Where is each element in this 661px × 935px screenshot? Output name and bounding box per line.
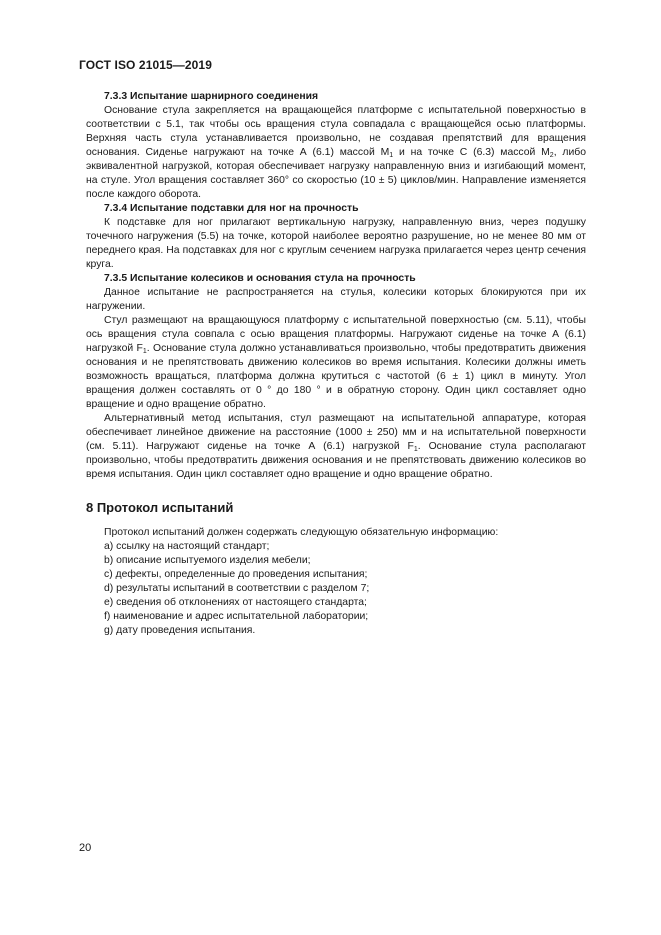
paragraph-7-3-5-alternative (86, 412, 586, 482)
list-item: b) описание испытуемого изделия мебели; (104, 555, 311, 566)
text-run: . Основание стула располагают произвольно, чтобы предотвратить движения основания и не препятствовать движению колесиков во время испытания. Один цикл составляет одно вращение и одно вращение обратно. (86, 441, 586, 480)
text-run: и на точке С (6.3) массой M (393, 147, 550, 158)
protocol-list (86, 526, 586, 638)
text-run: Основание стула закрепляется на вращающейся платформе с испытательной поверхностью в соответствии с 5.1, так чтобы ось вращения стула совпадала с вращающейся осью платформы. Верхняя часть стула устанавливается произвольно, не создавая препятствий для вращения основания. Сиденье нагружают на точке А (6.1) массой M (86, 105, 586, 158)
subscript: 1 (142, 348, 147, 355)
text-run: Альтернативный метод испытания, стул размещают на испытательной аппаратуре, которая обеспечивает линейное движение на расстояние (1000 ± 250) мм и на испытательной поверхности (см. 5.11). Нагружают сиденье на точке А (6.1) нагрузкой F (86, 413, 586, 452)
list-item: f) наименование и адрес испытательной лаборатории; (104, 611, 369, 622)
subscript: 1 (389, 152, 394, 159)
document-body (86, 90, 586, 638)
list-item: g) дату проведения испытания. (104, 625, 256, 636)
paragraph-7-3-5-scope: Данное испытание не распространяется на стулья, колесики которых блокируются при их нагружении. (86, 287, 586, 312)
list-item: e) сведения об отклонениях от настоящего стандарта; (104, 597, 367, 608)
subscript: 1 (413, 446, 418, 453)
paragraph-7-3-3 (86, 104, 586, 202)
subscript: 2 (549, 152, 554, 159)
subsection-heading-7-3-4: 7.3.4 Испытание подставки для ног на прочность (104, 203, 359, 214)
document-code-header: ГОСТ ISO 21015—2019 (79, 58, 212, 72)
text-run: , либо эквивалентной нагрузкой, которая обеспечивает нагрузку направленную вниз и изгибающий момент, на стуле. Угол вращения составляет 360° со скоростью (10 ± 5) циклов/мин. Направление изменяется после каждого оборота. (86, 147, 587, 200)
paragraph-7-3-4: К подставке для ног прилагают вертикальную нагрузку, направленную вниз, через подушку точечного нагружения (5.5) на точке, которой наиболее вероятно разрушение, но не менее 80 мм от переднего края. На подставках для ног с круглым сечением нагрузка прилагается через центр сечения круга. (86, 217, 586, 270)
list-item: c) дефекты, определенные до проведения испытания; (104, 569, 368, 580)
paragraph-7-3-5-method (86, 314, 586, 412)
page-number: 20 (79, 842, 92, 854)
section-title-8: 8 Протокол испытаний (86, 500, 234, 515)
text-run: Стул размещают на вращающуюся платформу с испытательной поверхностью (см. 5.11), чтобы ось вращения стула совпала с осью вращения платформы. Нагружают сиденье на точке А (6.1) нагрузкой F (86, 315, 586, 354)
list-item: a) ссылку на настоящий стандарт; (104, 541, 270, 552)
protocol-intro: Протокол испытаний должен содержать следующую обязательную информацию: (104, 527, 499, 538)
text-run: . Основание стула должно устанавливаться произвольно, чтобы предотвратить движения основания и не препятствовать движению колесиков во время испытания. Колесики должны иметь возможность вращаться, платформа должна крутиться с частотой (6 ± 1) цикл в минуту. Угол вращения должен составлять от 0 ° до 180 ° и в обратную сторону. Один цикл составляет одно вращение и одно вращение обратно. (86, 343, 586, 410)
subsection-heading-7-3-5: 7.3.5 Испытание колесиков и основания стула на прочность (104, 273, 416, 284)
subsection-heading-7-3-3: 7.3.3 Испытание шарнирного соединения (104, 91, 319, 102)
list-item: d) результаты испытаний в соответствии с разделом 7; (104, 583, 370, 594)
